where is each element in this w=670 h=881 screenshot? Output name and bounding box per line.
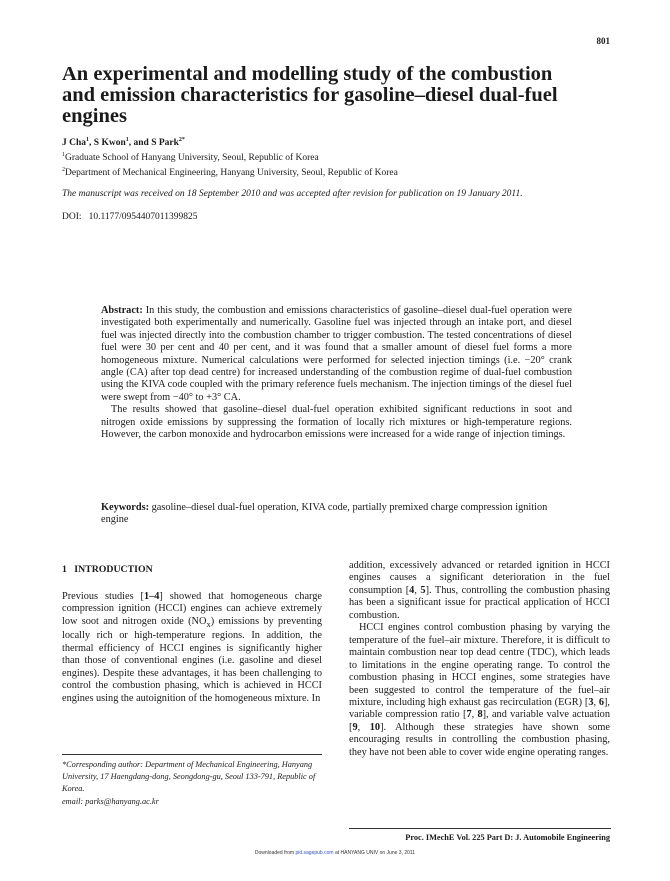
author-affiliation-mark: 1 (86, 136, 90, 143)
doi: DOI: 10.1177/0954407011399825 (62, 212, 198, 222)
page-number: 801 (596, 36, 610, 46)
body-text: ] showed that homogeneous charge compression ignition (HCCI) engines can achieve extremely low soot and nitrogen oxide (NO (62, 591, 322, 627)
abstract-paragraph-2: The results showed that gasoline–diesel dual-fuel operation exhibited significant reductions in soot and nitrogen oxide emissions by suppressing the formation of locally rich mixtures or high-temperature regions. However, the carbon monoxide and hydrocarbon emissions were increased for a wide range of injection timings. (101, 404, 572, 441)
author-name: S Kwon (93, 138, 126, 148)
footer-divider (349, 828, 611, 829)
affiliation-mark: 1 (62, 151, 65, 158)
author-name: J Cha (62, 138, 87, 148)
abstract-text: In this study, the combustion and emissions characteristics of gasoline–diesel dual-fuel operation were investigated both experimentally and numerically. Gasoline fuel was injected through an intake port, and diesel fuel was injected directly into the combustion chamber to trigger combustion. The tested concentrations of diesel fuel were 30 per cent and 40 per cent, and it was found that a smaller amount of diesel fuel forms a more homogeneous mixture. Numerical calculations were performed for selected injection timings (i.e. −20° crank angle (CA) after top dead centre) for increased understanding of the combustion regime of dual-fuel combustion using the KIVA code coupled with the primary reference fuels mechanism. The injection timings of the diesel fuel were swept from −40° to +3° CA. (101, 305, 572, 403)
citation-link[interactable]: 9 (352, 721, 358, 733)
author-separator: , (89, 138, 94, 148)
footnote-email[interactable]: email: parks@hanyang.ac.kr (62, 796, 159, 806)
keywords-text: gasoline–diesel dual-fuel operation, KIVA code, partially premixed charge compression ignition engine (101, 502, 548, 526)
intro-paragraph-1-cont (349, 560, 610, 622)
footnote-divider (62, 754, 322, 755)
citation-separator: , (471, 709, 478, 721)
affiliation-mark: 2 (62, 166, 65, 173)
download-source-link[interactable]: pid.sagepub.com (295, 850, 334, 856)
download-suffix: at HANYANG UNIV on June 3, 2011 (333, 850, 416, 856)
citation-separator: , (357, 721, 370, 733)
body-text: addition, excessively advanced or retarded ignition in HCCI engines causes a significant deterioration in the fuel consumption [ (349, 560, 610, 596)
body-text: ]. Thus, controlling the combustion phasing has been a significant issue for practical application of HCCI combustion. (349, 584, 611, 621)
author-name: S Park (151, 138, 179, 148)
intro-left-column (62, 591, 322, 705)
author-affiliation-mark: 1 (125, 136, 129, 143)
citation-link[interactable]: 5 (420, 584, 426, 596)
corresponding-author-footnote (62, 759, 324, 808)
body-text: ]. Although these strategies have shown some encouraging results in controlling the combustion phasing, they have not been able to cover wide engine operating ranges. (349, 721, 610, 758)
affiliation-text: Graduate School of Hanyang University, Seoul, Republic of Korea (65, 153, 319, 163)
citation-link[interactable]: 10 (369, 721, 381, 733)
citation-link[interactable]: 1–4 (143, 591, 160, 602)
author-affiliation-mark: 2* (178, 136, 185, 143)
body-text: ], and variable valve actuation [ (349, 709, 610, 733)
affiliation-1 (62, 153, 319, 163)
section-heading (62, 564, 153, 575)
citation-link[interactable]: 4 (409, 584, 415, 596)
keywords-label: Keywords: (101, 502, 150, 513)
section-title: INTRODUCTION (74, 564, 153, 575)
body-text: HCCI engines control combustion phasing by varying the temperature of the fuel–air mixture. Therefore, it is difficult to maintain combustion near top dead centre (TDC), which leads to limitations in the engine operating range. To control the combustion phasing in HCCI engines, some strategies have been suggested to control the temperature of the fuel–air mixture, including high exhaust gas recirculation (EGR) [ (349, 622, 610, 708)
abstract-label: Abstract: (101, 305, 143, 316)
journal-citation: Proc. IMechE Vol. 225 Part D: J. Automobile Engineering (405, 833, 610, 842)
download-notice (0, 850, 670, 856)
affiliation-text: Department of Mechanical Engineering, Hanyang University, Seoul, Republic of Korea (65, 168, 398, 178)
article-title: An experimental and modelling study of the combustion and emission characteristics for gasoline–diesel dual-fuel engines (62, 63, 558, 127)
author-list (62, 138, 185, 148)
intro-paragraph-2 (349, 622, 610, 759)
download-prefix: Downloaded from (254, 850, 296, 856)
abstract (101, 305, 572, 441)
citation-link[interactable]: 8 (477, 709, 483, 721)
author-separator: , and (128, 138, 152, 148)
citation-separator: , (414, 584, 421, 596)
citation-separator: , (593, 696, 599, 708)
intro-right-column (349, 560, 610, 759)
body-text: Previous studies [ (62, 591, 144, 602)
affiliation-2 (62, 168, 398, 178)
footnote-address: *Corresponding author: Department of Mechanical Engineering, Hanyang University, 17 Haengdang-dong, Seongdong-gu, Seoul 133-791, Republic of Korea. (62, 760, 316, 794)
abstract-paragraph-1 (101, 305, 572, 404)
body-text: ) emissions by preventing locally rich or high-temperature regions. In addition, the thermal efficiency of HCCI engines is significantly higher than those of conventional engines (i.e. gasoline and diesel engines). Despite these advantages, it has been challenging to control the combustion phasing, which is achieved in HCCI engines using the autoignition of the homogeneous mixture. In (62, 615, 322, 704)
body-text: ], variable compression ratio [ (349, 696, 610, 721)
subscript: x (206, 618, 211, 629)
citation-link[interactable]: 3 (588, 696, 594, 708)
section-number: 1 (62, 564, 67, 575)
citation-link[interactable]: 7 (466, 709, 472, 721)
keywords (101, 502, 572, 527)
intro-paragraph-1 (62, 591, 322, 705)
citation-link[interactable]: 6 (598, 696, 604, 708)
received-note: The manuscript was received on 18 September 2010 and was accepted after revision for publication on 19 January 2011. (62, 189, 523, 199)
